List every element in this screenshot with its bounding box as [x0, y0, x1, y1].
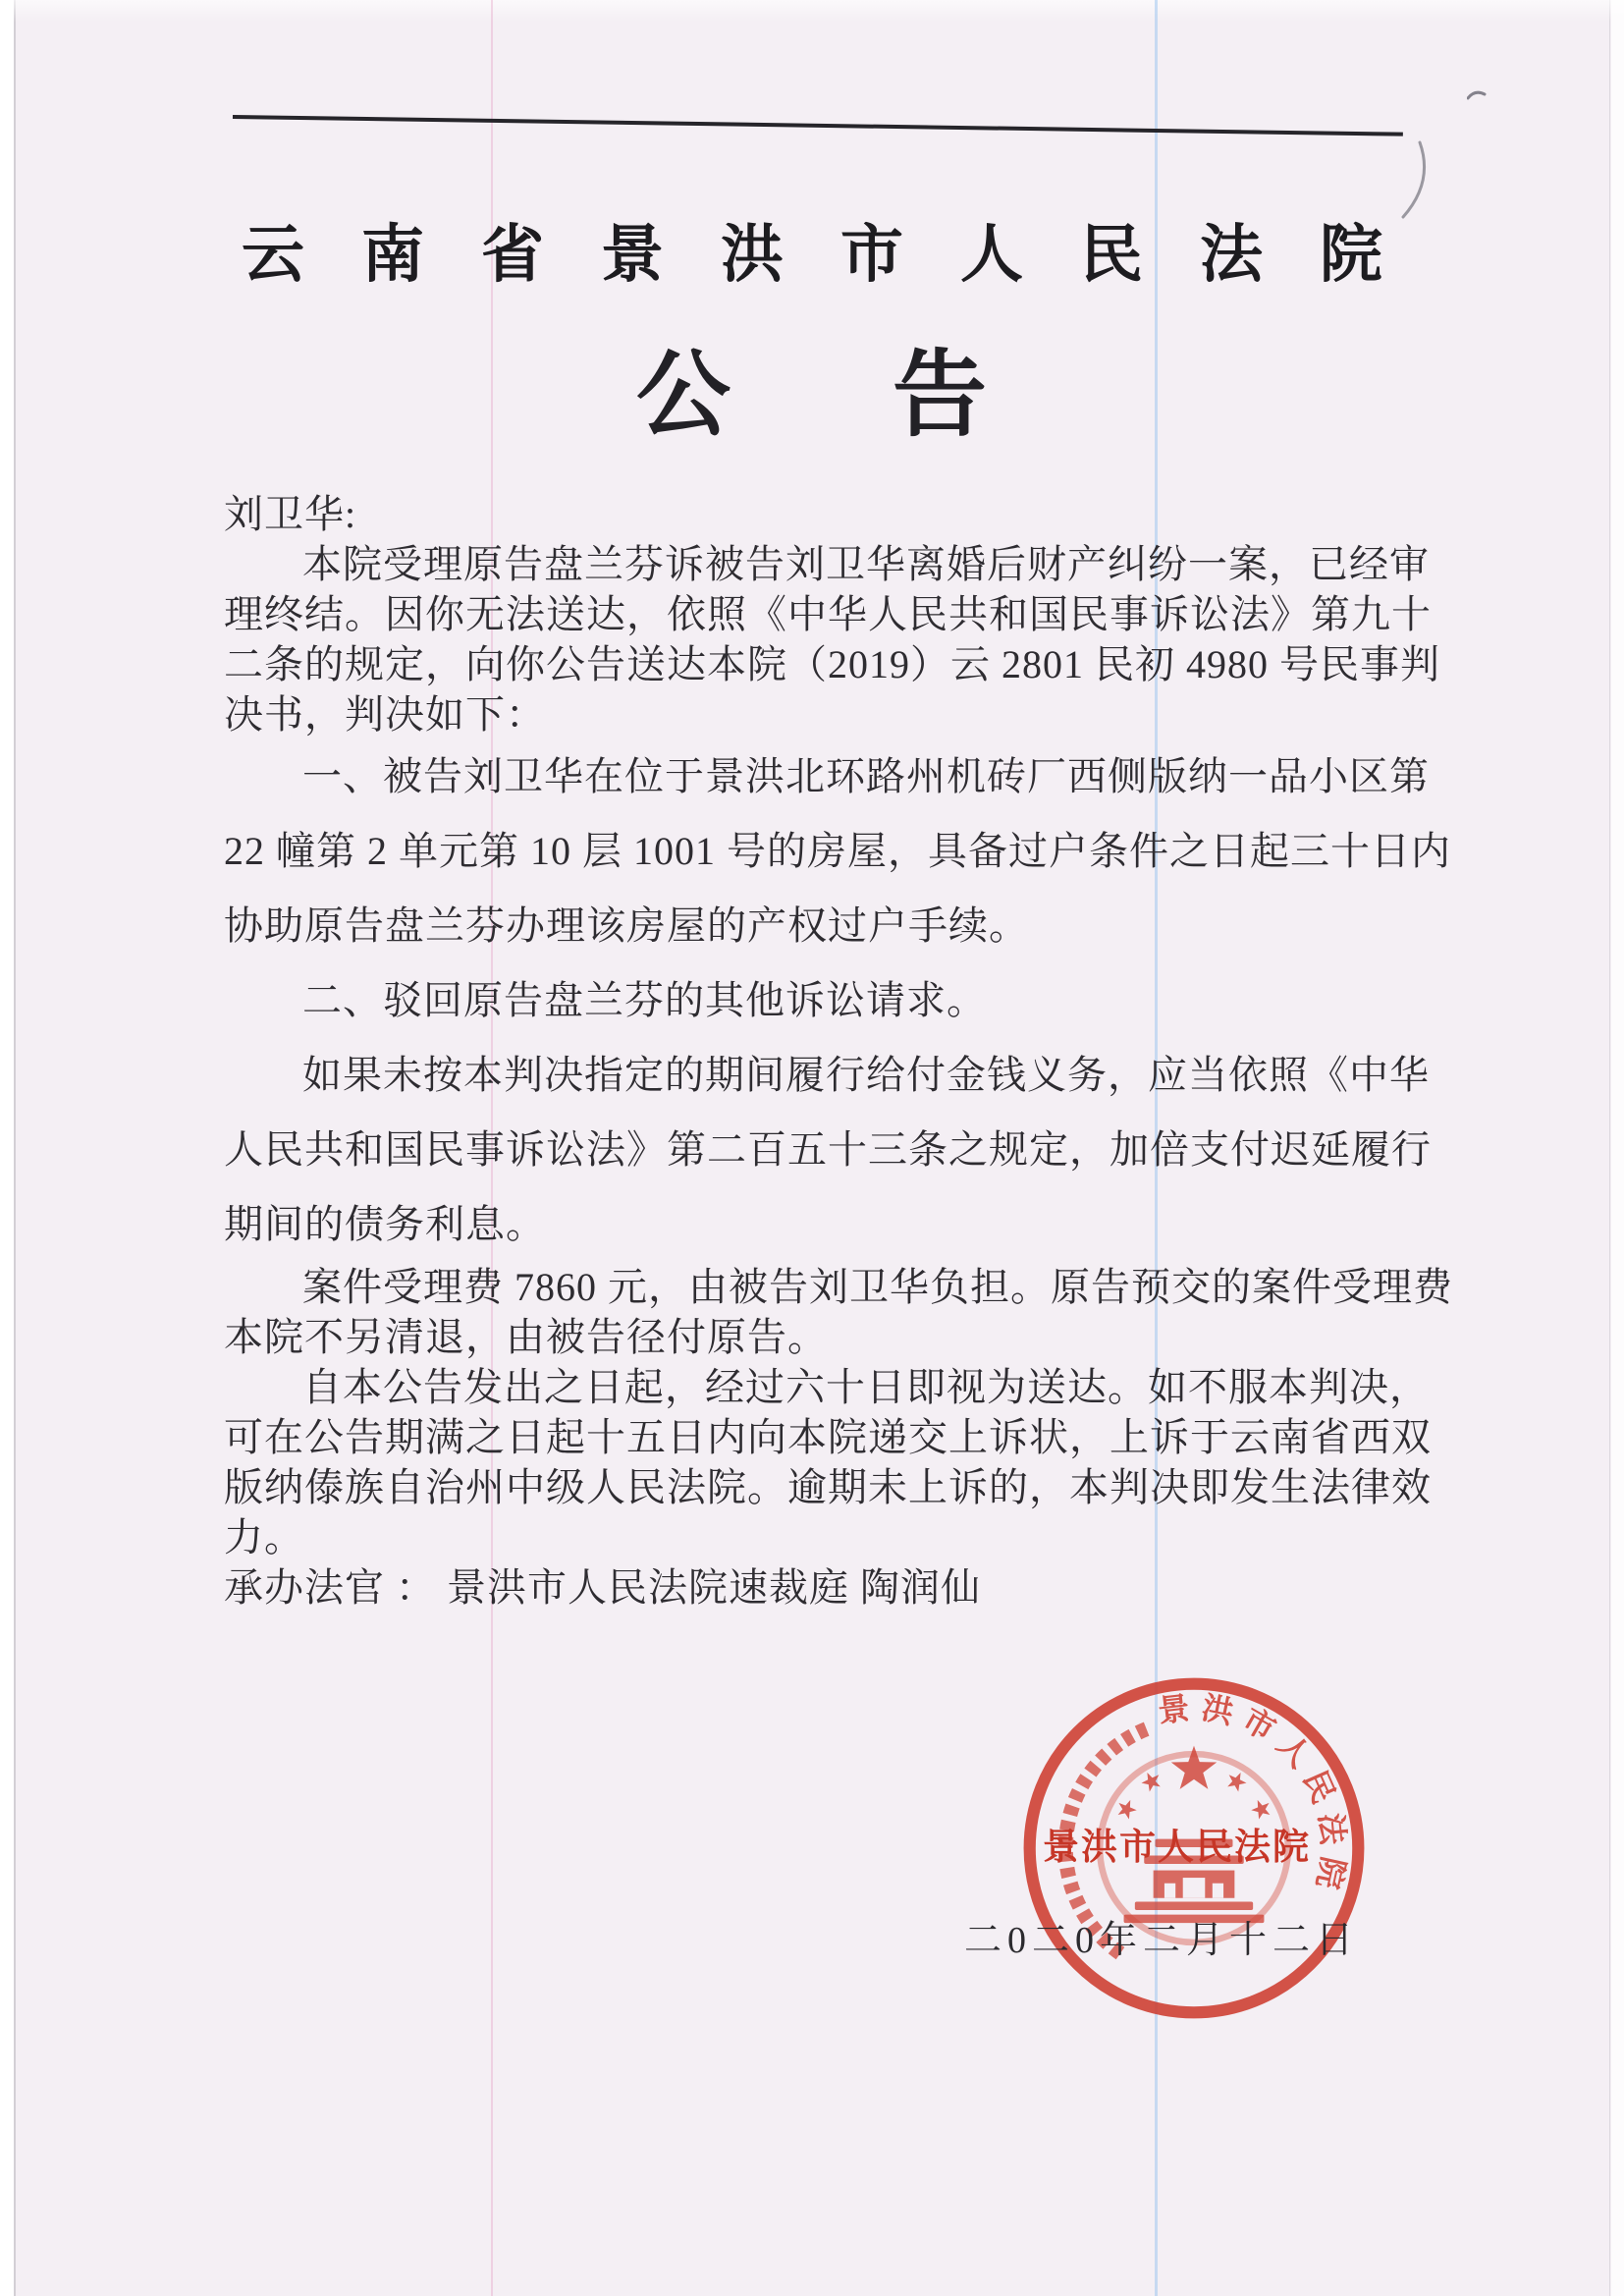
court-name-heading: [0, 204, 1624, 295]
body-line: 刘卫华:: [224, 492, 357, 536]
body-line: 案件受理费 7860 元，由被告刘卫华负担。原告预交的案件受理费: [302, 1265, 1453, 1309]
body-line: 协助原告盘兰芬办理该房屋的产权过户手续。: [224, 903, 1029, 948]
body-line: 二条的规定，向你公告送达本院（2019）云 2801 民初 4980 号民事判: [224, 642, 1440, 686]
seal-arc-text: 景洪市人民法院: [1156, 1690, 1351, 1901]
seal-emblem-stars: [1112, 1746, 1275, 1823]
body-line: 决书，判决如下：: [224, 692, 546, 737]
body-text: [224, 489, 1453, 1613]
body-line: 人民共和国民事诉讼法》第二百五十三条之规定，加倍支付迟延履行: [224, 1127, 1432, 1172]
body-line: 自本公告发出之日起，经过六十日即视为送达。如不服本判决，: [302, 1365, 1430, 1409]
body-line: 承办法官 ： 景洪市人民法院速裁庭 陶润仙: [224, 1565, 981, 1610]
body-line: 理终结。因你无法送达，依照《中华人民共和国民事诉讼法》第九十: [224, 592, 1432, 636]
body-line: 版纳傣族自治州中级人民法院。逾期未上诉的，本判决即发生法律效: [224, 1465, 1432, 1509]
document-title-text: 公告: [636, 343, 1149, 448]
header-rule: [233, 115, 1403, 137]
body-line: 如果未按本判决指定的期间履行给付金钱义务，应当依照《中华: [302, 1053, 1430, 1097]
body-line: 22 幢第 2 单元第 10 层 1001 号的房屋，具备过户条件之日起三十日内: [224, 829, 1451, 873]
body-line: 期间的债务利息。: [224, 1202, 546, 1246]
seal-date: 二0二0年二月十二日: [964, 1920, 1360, 1961]
body-line: 一、被告刘卫华在位于景洪北环路州机砖厂西侧版纳一品小区第: [302, 754, 1430, 798]
body-line: 力。: [224, 1515, 304, 1559]
seal-inner-text: 景洪市人民法院: [1043, 1828, 1311, 1868]
document-title: [0, 320, 1624, 455]
body-line: 可在公告期满之日起十五日内向本院递交上诉状，上诉于云南省西双: [224, 1415, 1432, 1459]
body-line: 本院受理原告盘兰芬诉被告刘卫华离婚后财产纠纷一案，已经审: [302, 542, 1430, 586]
scan-edge-top: [0, 0, 1624, 22]
body-line: 二、驳回原告盘兰芬的其他诉讼请求。: [302, 978, 987, 1022]
scan-speck: [1467, 88, 1487, 107]
court-name-text: 云南省景洪市人民法院: [242, 219, 1439, 290]
body-line: 本院不另清退，由被告径付原告。: [224, 1315, 828, 1359]
